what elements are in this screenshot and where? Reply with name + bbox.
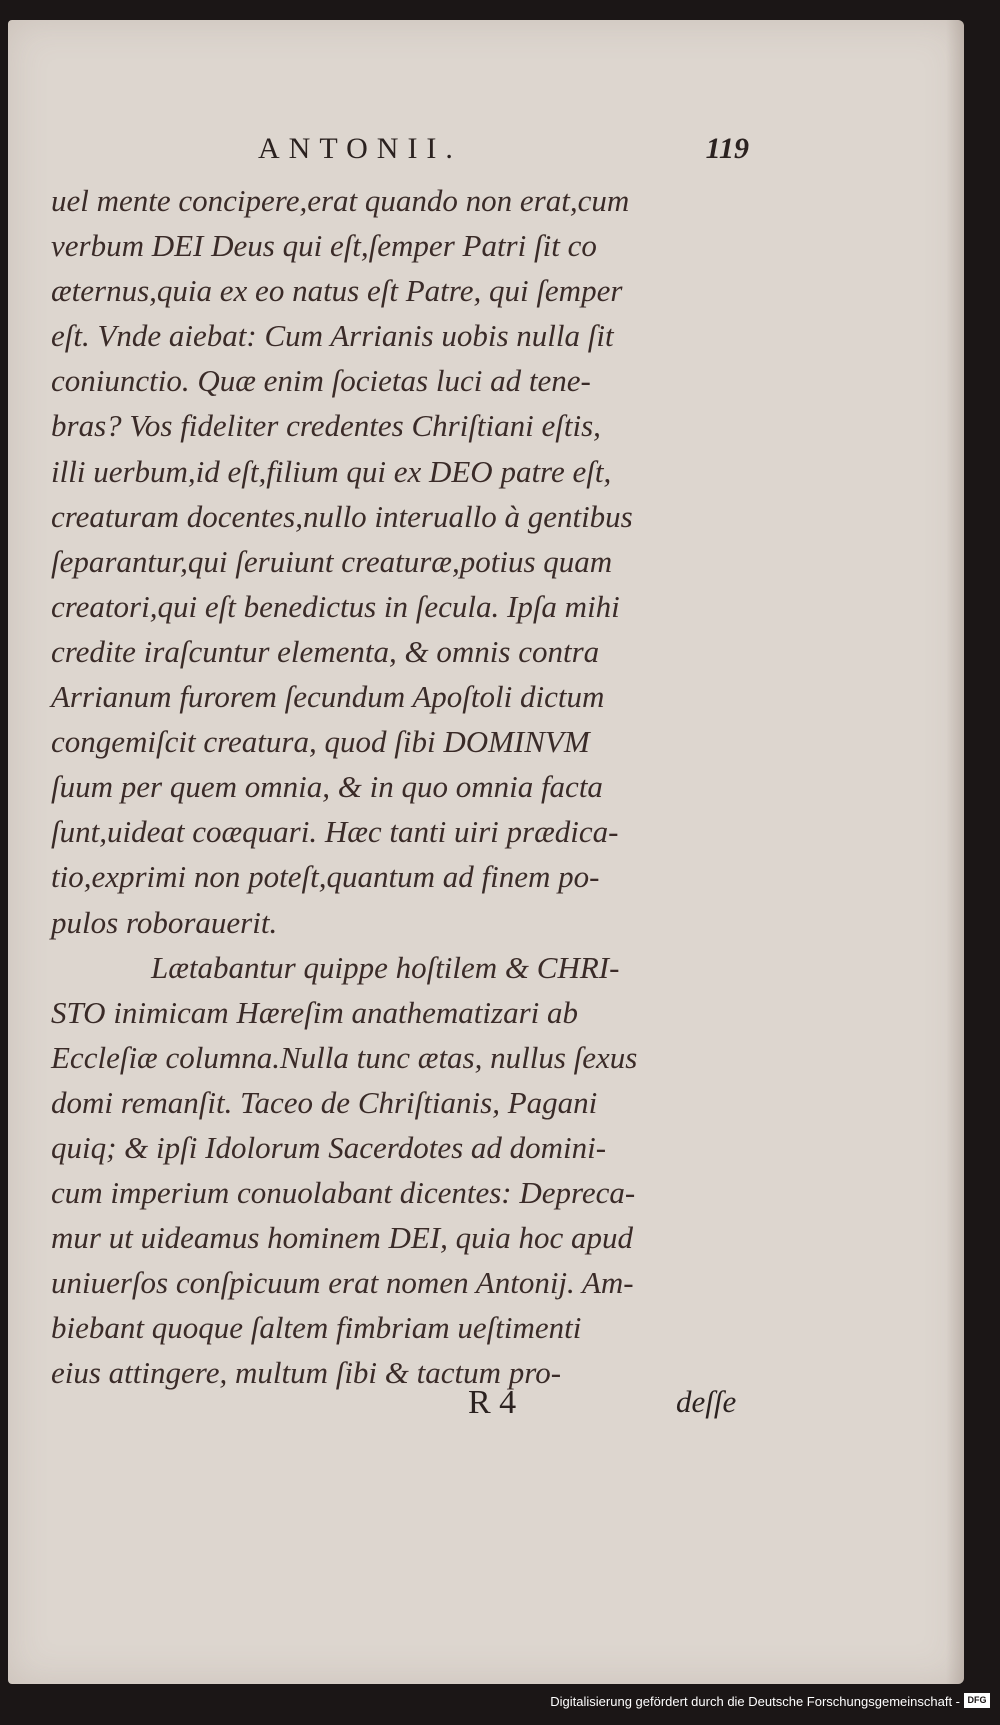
text-line: ſuum per quem omnia, & in quo omnia facta bbox=[51, 769, 603, 805]
text-line: congemiſcit creatura, quod ſibi DOMINVM bbox=[51, 724, 590, 760]
digitization-footer bbox=[0, 1685, 1000, 1725]
text-line: uniuerſos conſpicuum erat nomen Antonij. Am- bbox=[51, 1265, 634, 1301]
folio-number: 119 bbox=[705, 132, 749, 165]
text-line: creaturam docentes,nullo interuallo à gentibus bbox=[51, 498, 633, 534]
text-line: æternus,quia ex eo natus eſt Patre, qui ſemper bbox=[51, 273, 623, 309]
text-line: coniunctio. Quæ enim ſocietas luci ad tene- bbox=[51, 363, 591, 399]
catchword: deſſe bbox=[676, 1384, 737, 1419]
text-line: ſunt,uideat coæquari. Hæc tanti uiri prædica- bbox=[51, 814, 619, 850]
text-line: biebant quoque ſaltem fimbriam ueſtimenti bbox=[51, 1310, 582, 1346]
text-line: credite iraſcuntur elementa, & omnis contra bbox=[51, 633, 600, 669]
text-line: illi uerbum,id eſt,filium qui ex DEO patre eſt, bbox=[51, 453, 612, 489]
text-line: domi remanſit. Taceo de Chriſtianis, Pagani bbox=[51, 1084, 598, 1120]
text-line: pulos roborauerit. bbox=[51, 904, 278, 940]
text-line: verbum DEI Deus qui eſt,ſemper Patri ſit co bbox=[51, 228, 597, 264]
funding-credit: Digitalisierung gefördert durch die Deutsche Forschungsgemeinschaft - bbox=[550, 1694, 960, 1709]
text-line: Eccleſiæ columna.Nulla tunc ætas, nullus ſexus bbox=[51, 1039, 638, 1075]
text-line: STO inimicam Hæreſim anathematizari ab bbox=[51, 994, 579, 1030]
text-line: uel mente concipere,erat quando non erat,cum bbox=[51, 183, 630, 218]
text-line: quiq; & ipſi Idolorum Sacerdotes ad domini- bbox=[51, 1129, 607, 1165]
running-head: ANTONII. bbox=[258, 132, 462, 165]
text-line: bras? Vos fideliter credentes Chriſtiani eſtis, bbox=[51, 408, 601, 444]
signature-mark: R 4 bbox=[468, 1384, 517, 1421]
page-header bbox=[8, 132, 964, 172]
paragraph-start-line: Lætabantur quippe hoſtilem & CHRI- bbox=[151, 949, 620, 985]
text-line: tio,exprimi non poteſt,quantum ad finem po- bbox=[51, 859, 600, 895]
text-block bbox=[51, 178, 751, 1396]
page-footer bbox=[8, 1384, 964, 1429]
text-line: eſt. Vnde aiebat: Cum Arrianis uobis nulla ſit bbox=[51, 318, 614, 354]
text-line: cum imperium conuolabant dicentes: Depreca- bbox=[51, 1175, 636, 1211]
text-line: eius attingere, multum ſibi & tactum pro- bbox=[51, 1355, 562, 1391]
text-line: mur ut uideamus hominem DEI, quia hoc apud bbox=[51, 1220, 634, 1256]
page-edge-shadow bbox=[946, 20, 964, 1684]
text-line: Arrianum furorem ſecundum Apoſtoli dictum bbox=[51, 679, 605, 715]
dfg-logo: DFG bbox=[964, 1693, 990, 1708]
book-page bbox=[8, 20, 964, 1684]
text-line: ſeparantur,qui ſeruiunt creaturæ,potius quam bbox=[51, 543, 613, 579]
text-line: creatori,qui eſt benedictus in ſecula. Ipſa mihi bbox=[51, 588, 620, 624]
